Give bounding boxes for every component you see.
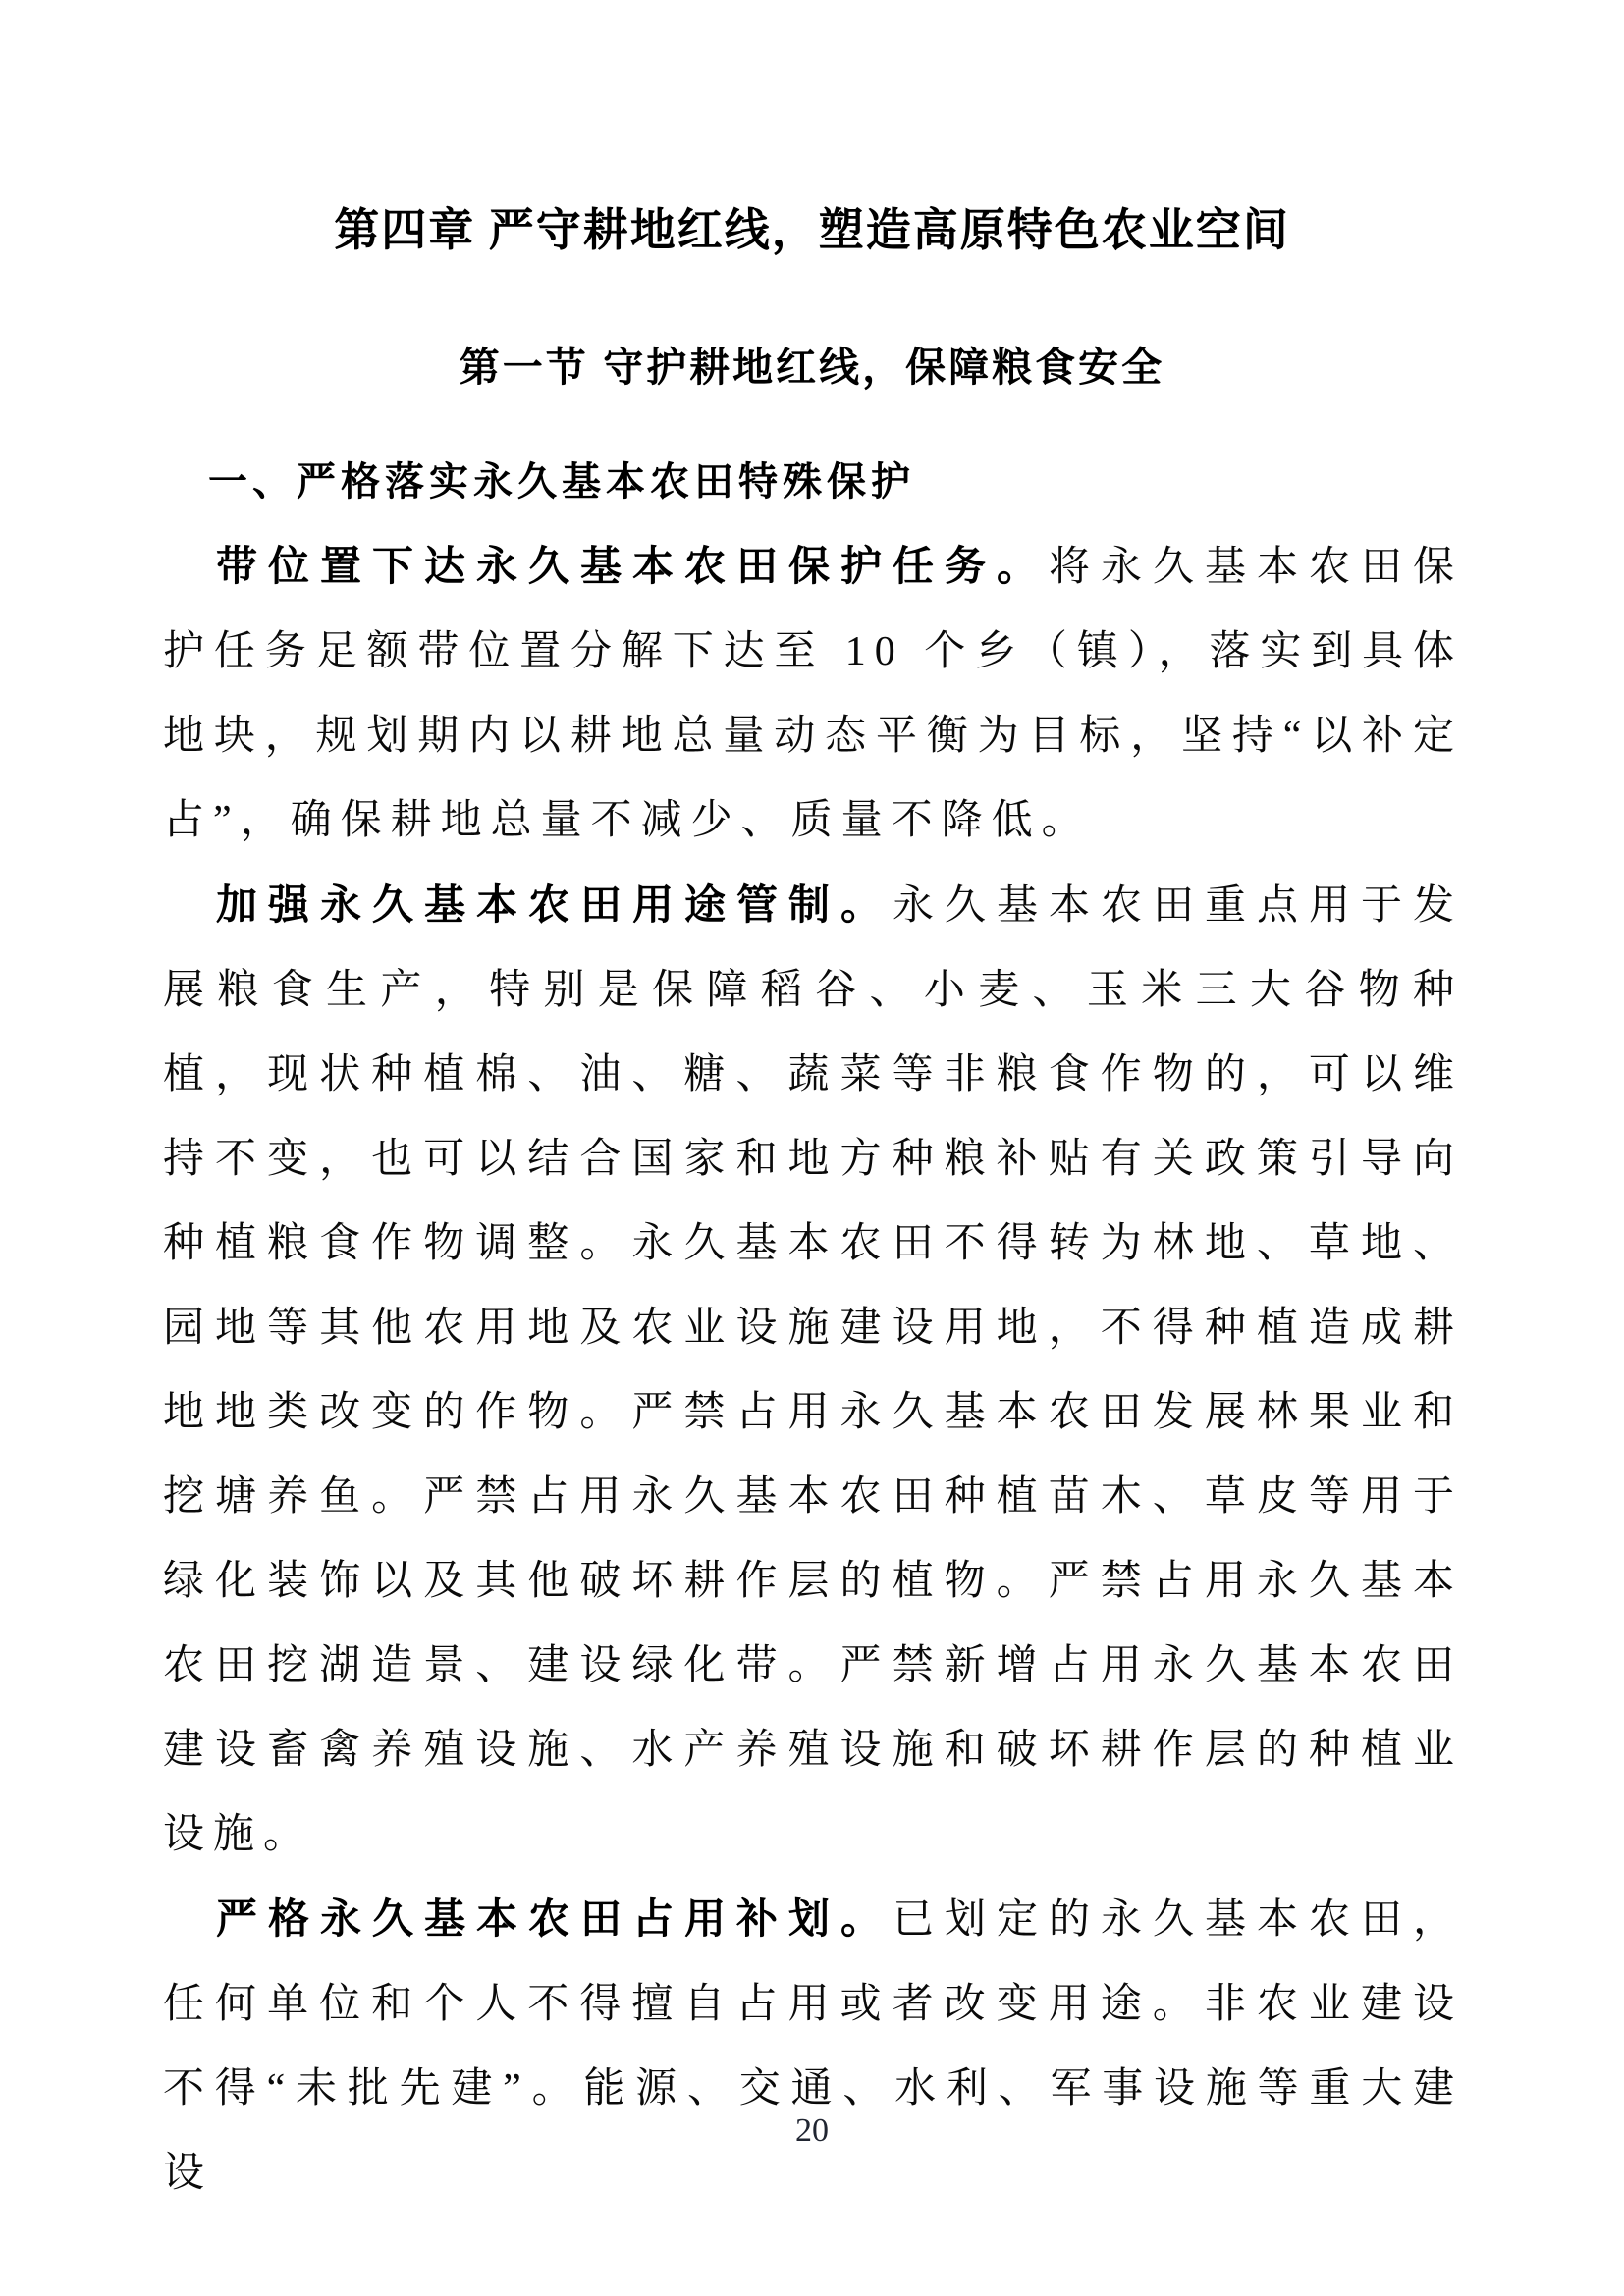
paragraph-body: 永久基本农田重点用于发展粮食生产，特别是保障稻谷、小麦、玉米三大谷物种植，现状种植棉、油、糖、蔬菜等非粮食作物的，可以维持不变，也可以结合国家和地方种粮补贴有关政策引导向种植粮食作物调整。永久基本农田不得转为林地、草地、园地等其他农用地及农业设施建设用地，不得种植造成耕地地类改变的作物。严禁占用永久基本农田发展林果业和挖塘养鱼。严禁占用永久基本农田种植苗木、草皮等用于绿化装饰以及其他破坏耕作层的植物。严禁占用永久基本农田挖湖造景、建设绿化带。严禁新增占用永久基本农田建设畜禽养殖设施、水产养殖设施和破坏耕作层的种植业设施。 (163, 883, 1463, 1857)
paragraph-body: 已划定的永久基本农田，任何单位和个人不得擅自占用或者改变用途。非农业建设不得“未批先建”。能源、交通、水利、军事设施等重大建设 (163, 1897, 1463, 2196)
paragraph (163, 863, 1463, 1877)
subsection-heading: 一、严格落实永久基本农田特殊保护 (208, 460, 915, 504)
paragraph-body: 将永久基本农田保护任务足额带位置分解下达至 10 个乡（镇），落实到具体地块，规划期内以耕地总量动态平衡为目标，坚持“以补定占”，确保耕地总量不减少、质量不降低。 (163, 545, 1463, 843)
paragraph-lead: 带位置下达永久基本农田保护任务。 (216, 543, 1049, 589)
paragraph (163, 524, 1463, 863)
section-title: 第一节 守护耕地红线，保障粮食安全 (459, 345, 1165, 390)
body-text-block (163, 440, 1463, 2216)
chapter-title: 第四章 严守耕地红线，塑造高原特色农业空间 (334, 205, 1290, 255)
paragraph-lead: 加强永久基本农田用途管制。 (216, 881, 893, 928)
paragraph (163, 1877, 1463, 2216)
paragraph-lead: 严格永久基本农田占用补划。 (216, 1896, 893, 1942)
page-number: 20 (795, 2112, 829, 2149)
